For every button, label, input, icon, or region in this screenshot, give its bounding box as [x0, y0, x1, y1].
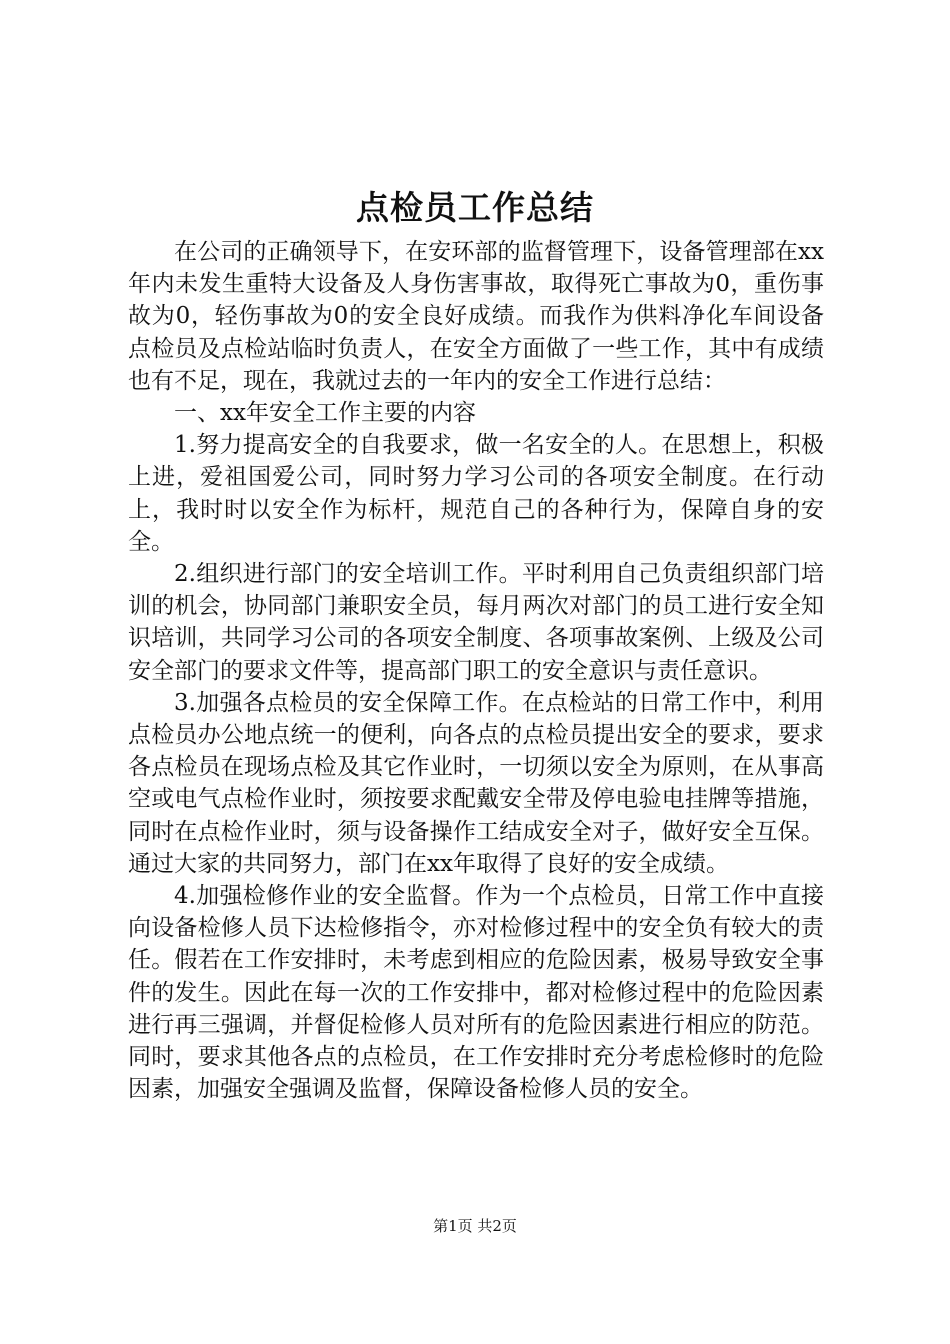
list-item-2: 2.组织进行部门的安全培训工作。平时利用自己负责组织部门培训的机会，协同部门兼职安全员，每月两次对部门的员工进行安全知识培训，共同学习公司的各项安全制度、各项事故案例、上级及公司安全部门的要求文件等，提高部门职工的安全意识与责任意识。 — [128, 561, 824, 684]
intro-paragraph: 在公司的正确领导下，在安环部的监督管理下，设备管理部在xx年内未发生重特大设备及人身伤害事故，取得死亡事故为0，重伤事故为0，轻伤事故为0的安全良好成绩。而我作为供料净化车间设备点检员及点检站临时负责人，在安全方面做了一些工作，其中有成绩也有不足，现在，我就过去的一年内的安全工作进行总结： — [128, 239, 824, 394]
list-item-3: 3.加强各点检员的安全保障工作。在点检站的日常工作中，利用点检员办公地点统一的便利，向各点的点检员提出安全的要求，要求各点检员在现场点检及其它作业时，一切须以安全为原则，在从事高空或电气点检作业时，须按要求配戴安全带及停电验电挂牌等措施，同时在点检作业时，须与设备操作工结成安全对子，做好安全互保。通过大家的共同努力，部门在xx年取得了良好的安全成绩。 — [128, 689, 824, 877]
section-heading: 一、xx年安全工作主要的内容 — [174, 400, 476, 427]
document-body — [128, 236, 824, 1105]
document-title: 点检员工作总结 — [356, 188, 594, 227]
list-item-4: 4.加强检修作业的安全监督。作为一个点检员，日常工作中直接向设备检修人员下达检修指令，亦对检修过程中的安全负有较大的责任。假若在工作安排时，未考虑到相应的危险因素，极易导致安全事件的发生。因此在每一次的工作安排中，都对检修过程中的危险因素进行再三强调，并督促检修人员对所有的危险因素进行相应的防范。同时，要求其他各点的点检员，在工作安排时充分考虑检修时的危险因素，加强安全强调及监督，保障设备检修人员的安全。 — [128, 883, 824, 1103]
page-number-footer: 第1页 共2页 — [433, 1217, 517, 1235]
list-item-1: 1.努力提高安全的自我要求，做一名安全的人。在思想上，积极上进，爱祖国爱公司，同时努力学习公司的各项安全制度。在行动上，我时时以安全作为标杆，规范自己的各种行为，保障自身的安全。 — [128, 432, 824, 555]
